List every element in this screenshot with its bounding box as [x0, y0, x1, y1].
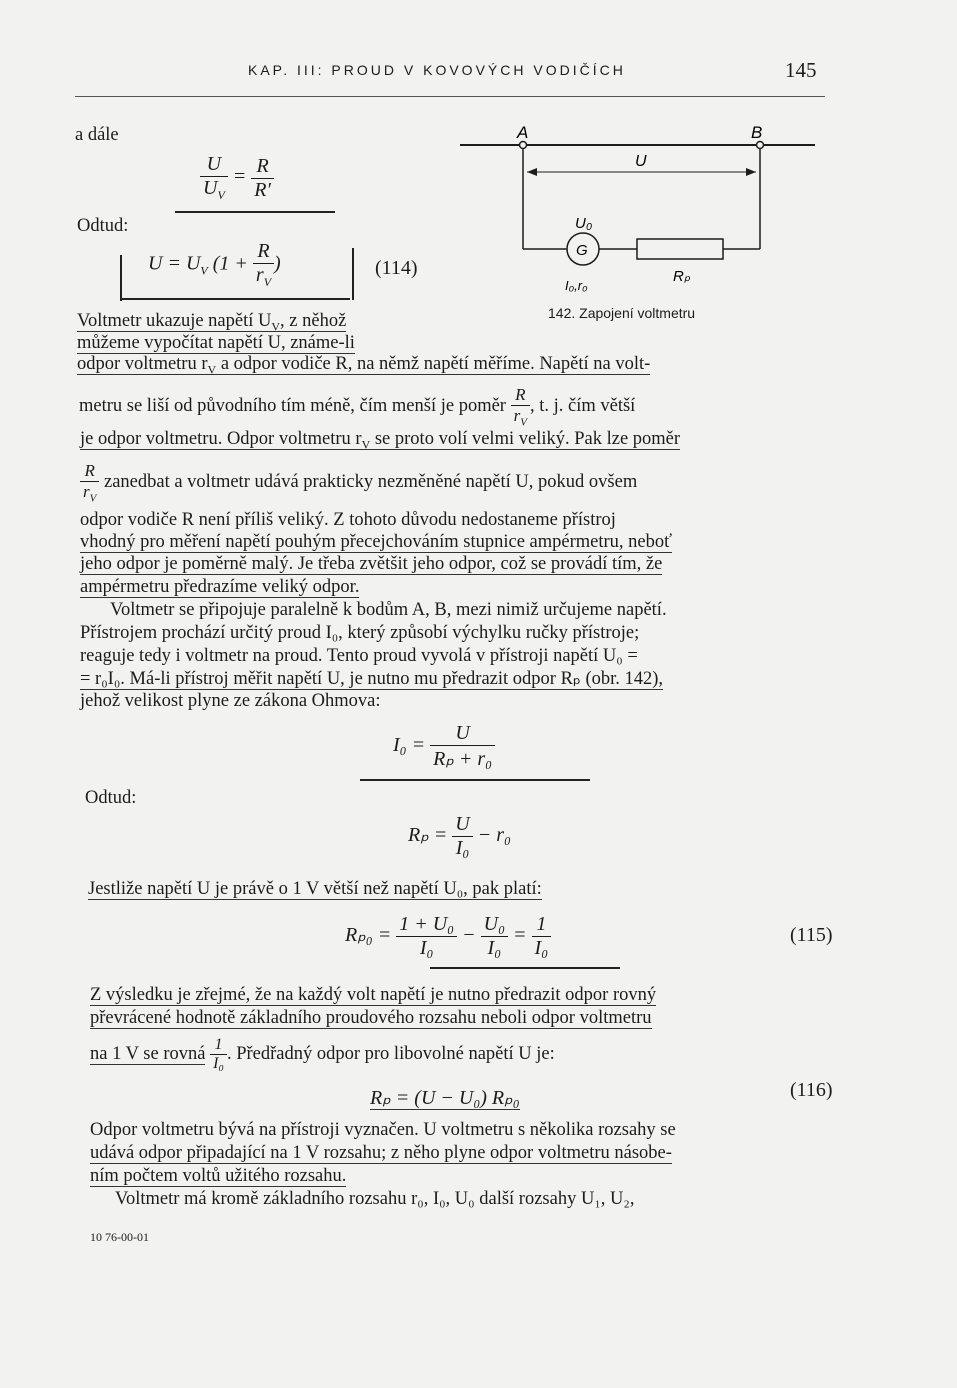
equation-114 — [148, 240, 281, 290]
label-g: G — [576, 242, 588, 259]
para1-line-5-end: se proto volí velmi veliký. Pak lze poměr — [370, 429, 681, 449]
para1-line-1-sub: V — [271, 319, 281, 334]
eq115-f3-num: 1 — [532, 913, 552, 937]
text-odtud-1: Odtud: — [77, 216, 129, 236]
pen-underline — [175, 211, 335, 213]
para1-line-1 — [77, 311, 346, 335]
eq115-f3-den: I₀ — [534, 937, 549, 959]
eq-rp-rhs: − r₀ — [477, 824, 511, 847]
para1-l6-frac-sub: V — [89, 492, 97, 505]
para1-l4-frac-sub: V — [520, 416, 527, 429]
para4-frac-num: 1 — [210, 1036, 227, 1055]
eq115-f2-num: U₀ — [481, 913, 508, 937]
pen-bracket-bottom — [120, 298, 350, 300]
para1-line-8-text: vhodný pro měření napětí pouhým přecejchováním stupnice ampérmetru, neboť — [80, 532, 673, 552]
header-rule — [75, 96, 825, 97]
eq-i0-denominator: Rₚ + r₀ — [433, 748, 493, 770]
para1-line-2 — [77, 333, 355, 354]
eq115-minus: − — [462, 924, 476, 947]
para5-line-2 — [90, 1143, 672, 1164]
label-rp: Rₚ — [673, 268, 691, 285]
eq-i0-lhs: I₀ = — [393, 734, 426, 757]
ratio-lhs-denominator: U — [203, 177, 218, 199]
eq114-lhs-sub: V — [200, 263, 208, 278]
para4-line-3 — [90, 1036, 555, 1073]
para1-line-1-end: , z něhož — [280, 311, 347, 331]
para1-line-4 — [79, 385, 635, 428]
para1-line-5-text: je odpor voltmetru. Odpor voltmetru r — [80, 429, 362, 449]
para2-line-1: Voltmetr se připojuje paralelně k bodům A, B, mezi nimiž určujeme napětí. — [110, 600, 667, 620]
figure-caption: 142. Zapojení voltmetru — [548, 305, 696, 321]
pen-underline-3 — [430, 967, 620, 969]
eq-rp-denominator: I₀ — [455, 837, 470, 859]
para1-line-10-text: ampérmetru předrazíme veliký odpor. — [80, 577, 360, 597]
eq114-lhs: U = U — [148, 252, 201, 275]
eq115-f1-num: 1 + U₀ — [396, 913, 457, 937]
equation-rp — [408, 813, 511, 860]
equation-115 — [345, 913, 551, 960]
para1-line-3 — [77, 354, 650, 378]
para1-line-1-text: Voltmetr ukazuje napětí U — [77, 311, 272, 331]
voltage-arrow-right-head — [746, 168, 756, 176]
eq114-close: ) — [274, 252, 281, 275]
para1-line-7 — [80, 510, 616, 531]
ratio-lhs-numerator: U — [200, 153, 228, 177]
para1-l4-frac-den: r — [513, 406, 521, 425]
para2-line-4 — [80, 668, 663, 690]
para1-l6-frac-den: r — [83, 482, 90, 501]
para1-line-3-end: a odpor vodiče R, na němž napětí měříme. Napětí na volt- — [216, 354, 651, 374]
label-u0: U₀ — [575, 215, 593, 232]
equation-i0 — [393, 722, 495, 771]
running-title: KAP. III: PROUD V KOVOVÝCH VODIČÍCH — [248, 62, 626, 78]
para1-line-9-text: jeho odpor je poměrně malý. Je třeba zvětšit jeho odpor, což se provádí tím, že — [80, 554, 663, 574]
eq-rp-lhs: Rₚ = — [408, 824, 448, 847]
label-i0r0: I₀,r₀ — [565, 278, 588, 293]
label-u: U — [635, 153, 647, 170]
para4-line-3-text: na 1 V se rovná — [90, 1043, 206, 1064]
label-a: A — [517, 123, 529, 142]
para1-l6-frac-num: R — [80, 461, 99, 482]
figure-voltmeter-circuit — [455, 118, 825, 298]
para5-line-3-text: ním počtem voltů užitého rozsahu. — [90, 1166, 347, 1186]
para1-line-5-sub: V — [361, 437, 371, 452]
text-a-dale: a dále — [75, 125, 119, 145]
para2-line-2: Přístrojem prochází určitý proud I₀, který způsobí výchylku ručky přístroje; — [80, 623, 640, 643]
ratio-equals: = — [232, 165, 247, 188]
para4-line-1 — [90, 985, 656, 1006]
para1-line-3-text: odpor voltmetru r — [77, 354, 208, 374]
text-odtud-2: Odtud: — [85, 788, 137, 808]
para2-line-3: reaguje tedy i voltmetr na proud. Tento proud vyvolá v přístroji napětí U₀ = — [80, 646, 638, 666]
eq114-numerator: R — [253, 240, 274, 264]
equation-116 — [370, 1085, 520, 1110]
ratio-lhs-denominator-sub: V — [217, 188, 225, 202]
para4-line-2 — [90, 1008, 652, 1029]
pen-underline-2 — [360, 779, 590, 781]
para4-line-3-end: . Předřadný odpor pro libovolné napětí U je: — [226, 1043, 555, 1064]
para3-line-1-text: Jestliže napětí U je právě o 1 V větší než napětí U₀, pak platí: — [88, 879, 542, 899]
eq-i0-numerator: U — [430, 722, 495, 746]
para1-line-5 — [80, 429, 680, 453]
equation-ratio — [200, 153, 274, 203]
para1-line-3-sub: V — [207, 362, 217, 377]
para2-line-4-text: = r₀I₀. Má-li přístroj měřit napětí U, je nutno mu předrazit odpor Rₚ (obr. 142), — [80, 669, 664, 689]
para5-line-3 — [90, 1166, 346, 1187]
eq114-denominator: r — [255, 264, 264, 286]
equation-116-label: (116) — [790, 1079, 833, 1101]
para4-line-1-text: Z výsledku je zřejmé, že na každý volt napětí je nutno předrazit odpor rovný — [90, 985, 657, 1005]
para1-line-4-end: , t. j. čím větší — [529, 395, 636, 416]
page-number: 145 — [785, 58, 817, 82]
para1-line-6-text: zanedbat a voltmetr udává prakticky nezměněné napětí U, pokud ovšem — [103, 471, 638, 492]
para2-line-5: jehož velikost plyne ze zákona Ohmova: — [80, 691, 381, 711]
eq115-f1-den: I₀ — [419, 937, 434, 959]
ratio-rhs-numerator: R — [251, 155, 274, 179]
para1-line-8 — [80, 532, 672, 553]
para1-line-6 — [80, 461, 637, 504]
para5-line-2-text: udává odpor připadající na 1 V rozsahu; z něho plyne odpor voltmetru násobe- — [90, 1143, 672, 1163]
equation-114-label: (114) — [375, 257, 418, 279]
eq114-open: (1 + — [212, 252, 248, 275]
print-signature: 10 76-00-01 — [90, 1230, 149, 1244]
para5-line-4: Voltmetr má kromě základního rozsahu r₀, I₀, U₀ další rozsahy U₁, U₂, — [115, 1189, 635, 1209]
para1-line-7-text: odpor vodiče R není příliš veliký. Z tohoto důvodu nedostaneme přístroj — [80, 510, 616, 530]
para3-line-1 — [88, 879, 542, 900]
eq114-denominator-sub: V — [263, 275, 272, 289]
para1-l4-frac-num: R — [511, 385, 530, 406]
para1-line-2-text: můžeme vypočítat napětí U, známe-li — [77, 333, 355, 353]
node-a — [520, 142, 527, 149]
para1-line-10 — [80, 577, 359, 598]
label-b: B — [751, 123, 763, 142]
equation-115-label: (115) — [790, 924, 833, 946]
eq115-lhs: Rₚ₀ = — [345, 924, 392, 947]
para1-line-4-text: metru se liší od původního tím méně, čím menší je poměr — [79, 395, 506, 416]
eq116-expression: Rₚ = (U − U₀) Rₚ₀ — [370, 1087, 520, 1109]
ratio-rhs-denominator: R′ — [254, 178, 271, 201]
eq-rp-numerator: U — [452, 813, 472, 837]
pen-bracket-right — [352, 248, 354, 300]
eq115-equals: = — [513, 924, 527, 947]
voltage-arrow-left-head — [527, 168, 537, 176]
para4-line-2-text: převrácené hodnotě základního proudového rozsahu neboli odpor voltmetru — [90, 1008, 652, 1028]
para1-line-9 — [80, 554, 662, 575]
para4-frac-den: I₀ — [213, 1055, 224, 1072]
para5-line-1: Odpor voltmetru bývá na přístroji vyznačen. U voltmetru s několika rozsahy se — [90, 1120, 676, 1140]
resistor-rp — [637, 239, 723, 259]
eq115-f2-den: I₀ — [487, 937, 502, 959]
node-b — [757, 142, 764, 149]
pen-bracket-left — [120, 255, 122, 301]
